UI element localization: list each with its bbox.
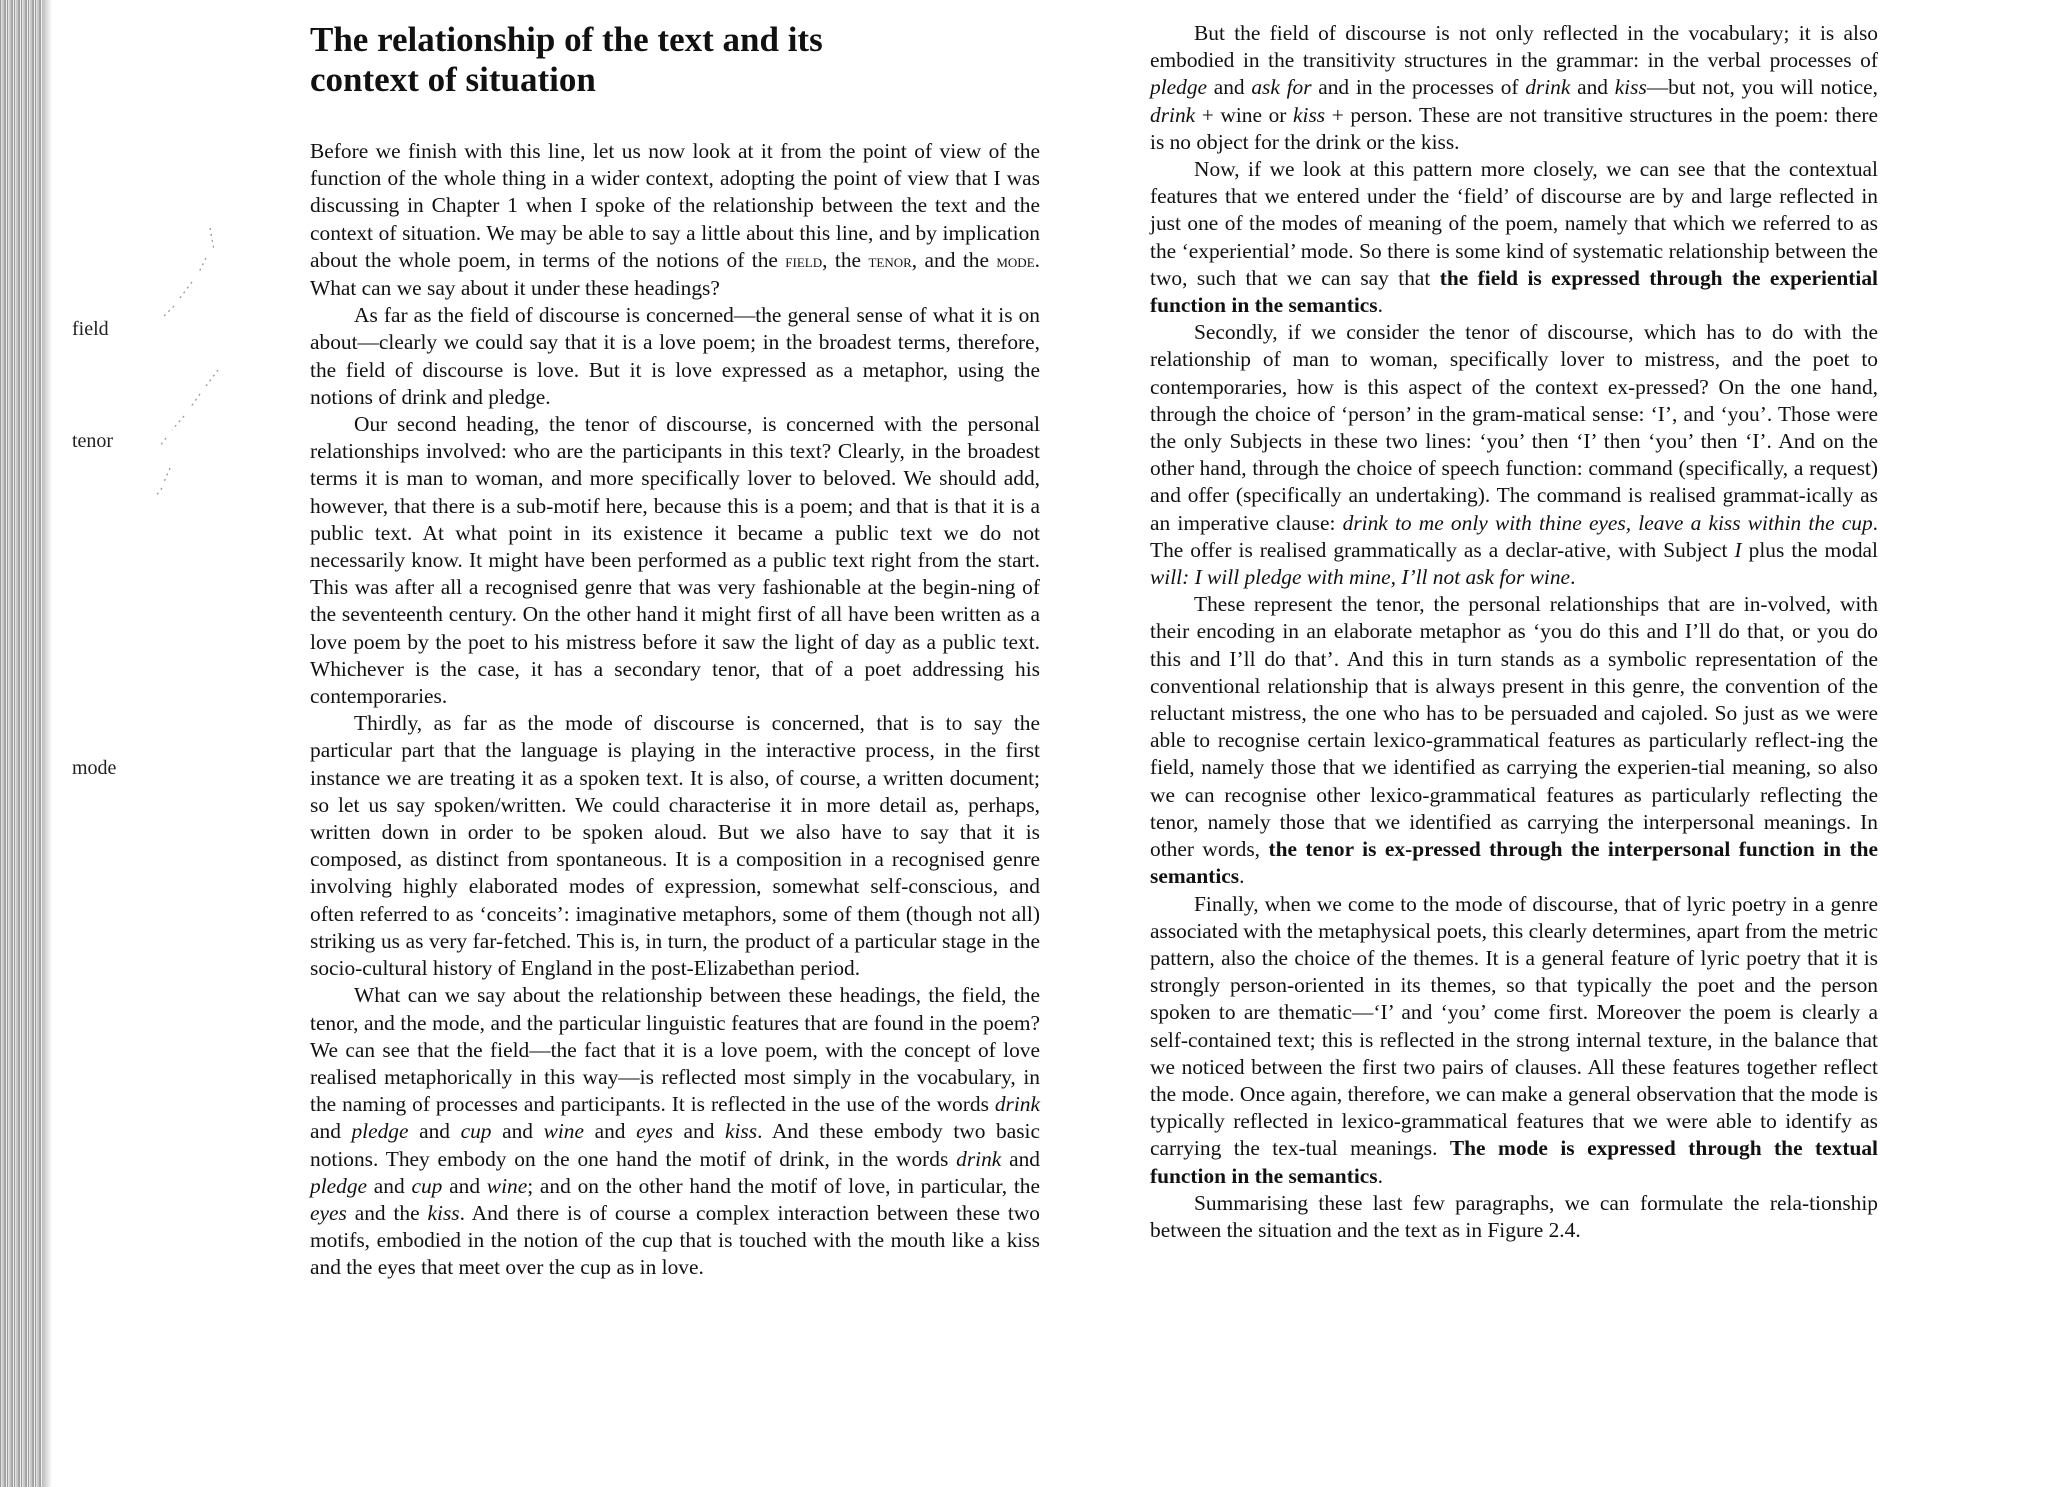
paragraph-right-3: Secondly, if we consider the tenor of discourse, which has to do with the relationship of man to woman, specifically lover to mistress, and the poet to contemporaries, how is this aspect of the context ex-pressed? On the one hand, through the choice of ‘person’ in the gram-matical sense: ‘I’, and ‘you’. Those were the only Subjects in these two lines: ‘you’ then ‘I’ then ‘you’ then ‘I’. And on the other hand, through the choice of speech function: command (specifically, a request) and offer (specifically an undertaking). The command is realised grammat-ically as an imperative clause: drink to me only with thine eyes, leave a kiss within the cup. The offer is realised grammatically as a declar-ative, with Subject I plus the modal will: I will pledge with mine, I’ll not ask for wine. [1150,320,1878,590]
paragraph-left-1: Before we finish with this line, let us now look at it from the point of view of the function of the whole thing in a wider context, adopting the point of view that I was discussing in Chapter 1 when I spoke of the relationship between the text and the context of situation. We may be able to say a little about this line, and by implication about the whole poem, in terms of the notions of the field, the tenor, and the mode. What can we say about it under these headings? [310,139,1040,301]
margin-note-mode: mode [72,757,117,779]
paragraph-left-mode: Thirdly, as far as the mode of discourse is concerned, that is to say the particular part that the language is playing in the interactive process, in the first instance we are treating it as a spoken text. It is also, of course, a written document; so let us say spoken/written. We could characterise it in more detail as, perhaps, written down in order to be spoken aloud. But we also have to say that it is composed, as distinct from spontaneous. It is a composition in a recognised genre involving highly elaborated modes of expression, somewhat self-conscious, and often referred to as ‘conceits’: imaginative metaphors, some of them (though not all) striking us as very far-fetched. This is, in turn, the product of a particular stage in the socio-cultural history of England in the post-Elizabethan period. [310,711,1040,981]
left-page-column [310,20,1040,1282]
section-heading-line1: The relationship of the text and its [310,20,823,59]
book-binding-edge [0,0,42,1487]
right-page-column [1150,20,1878,1244]
paragraph-right-4: These represent the tenor, the personal relationships that are in-volved, with their encoding in an elaborate metaphor as ‘you do this and I’ll do that, or you do this and I’ll do that’. And this in turn stands as a symbolic representation of the conventional relationship that is always present in this genre, the convention of the reluctant mistress, the one who has to be persuaded and cajoled. So just as we were able to recognise certain lexico-grammatical features as particularly reflect-ing the field, namely those that we identified as carrying the experien-tial meaning, so also we can recognise other lexico-grammatical features as particularly reflecting the tenor, namely those that we identified as carrying the interpersonal meanings. In other words, the tenor is ex-pressed through the interpersonal function in the semantics. [1150,592,1879,889]
paragraph-right-1: But the field of discourse is not only reflected in the vocabulary; it is also embodied in the transitivity structures in the grammar: in the verbal processes of pledge and ask for and in the processes of drink and kiss—but not, you will notice, drink + wine or kiss + person. These are not transitive structures in the poem: there is no object for the drink or the kiss. [1150,21,1878,154]
margin-note-tenor: tenor [72,430,114,452]
section-heading-line2: context of situation [310,60,596,99]
paragraph-right-6: Summarising these last few paragraphs, we can formulate the rela-tionship between the situation and the text as in Figure 2.4. [1150,1190,1878,1242]
paragraph-left-tenor: Our second heading, the tenor of discourse, is concerned with the personal relationships involved: who are the participants in this text? Clearly, in the broadest terms it is man to woman, and more specifically lover to beloved. We should add, however, that there is a sub-motif here, because this is a poem; and that is that it is a public text. At what point in its existence it became a public text we do not necessarily know. It might have been performed as a public text right from the start. This was after all a recognised genre that was very fashionable at the begin-ning of the seventeenth century. On the other hand it might first of all have been written as a love poem by the poet to his mistress before it saw the light of day as a public text. Whichever is the case, it has a secondary tenor, that of a poet addressing his contemporaries. [310,412,1040,709]
section-heading [310,20,1040,100]
paragraph-left-field: As far as the field of discourse is concerned—the general sense of what it is on about—clearly we could say that it is a love poem; in the broadest terms, therefore, the field of discourse is love. But it is love expressed as a metaphor, using the notions of drink and pledge. [310,303,1040,409]
paragraph-right-2: Now, if we look at this pattern more closely, we can see that the contextual features that we entered under the ‘field’ of discourse are by and large reflected in just one of the modes of meaning of the poem, namely that which we referred to as the ‘experiential’ mode. So there is some kind of systematic relationship between the two, such that we can say that the field is expressed through the experiential function in the semantics. [1150,157,1878,318]
pencil-margin-marks [140,220,230,500]
binding-shadow [42,0,52,1487]
margin-note-field: field [72,318,109,340]
paragraph-left-5: What can we say about the relationship between these headings, the field, the tenor, and the mode, and the particular linguistic features that are found in the poem? We can see that the field—the fact that it is a love poem, with the concept of love realised metaphorically in this way—is reflected most simply in the vocabulary, in the naming of processes and participants. It is reflected in the use of the words drink and pledge and cup and wine and eyes and kiss. And these embody two basic notions. They embody on the one hand the motif of drink, in the words drink and pledge and cup and wine; and on the other hand the motif of love, in particular, the eyes and the kiss. And there is of course a complex interaction between these two motifs, embodied in the notion of the cup that is touched with the mouth like a kiss and the eyes that meet over the cup as in love. [310,983,1041,1280]
paragraph-right-5: Finally, when we come to the mode of discourse, that of lyric poetry in a genre associated with the metaphysical poets, this clearly determines, apart from the metric pattern, also the choice of the themes. It is a general feature of lyric poetry that it is strongly person-oriented in its themes, so that typically the poet and the person spoken to are thematic—‘I’ and ‘you’ come first. Moreover the poem is clearly a self-contained text; this is reflected in the strong internal texture, in the balance that we noticed between the first two pairs of clauses. All these features together reflect the mode. Once again, therefore, we can make a general observation that the mode is typically reflected in lexico-grammatical features that we were able to identify as carrying the tex-tual meanings. The mode is expressed through the textual function in the semantics. [1150,891,1878,1188]
